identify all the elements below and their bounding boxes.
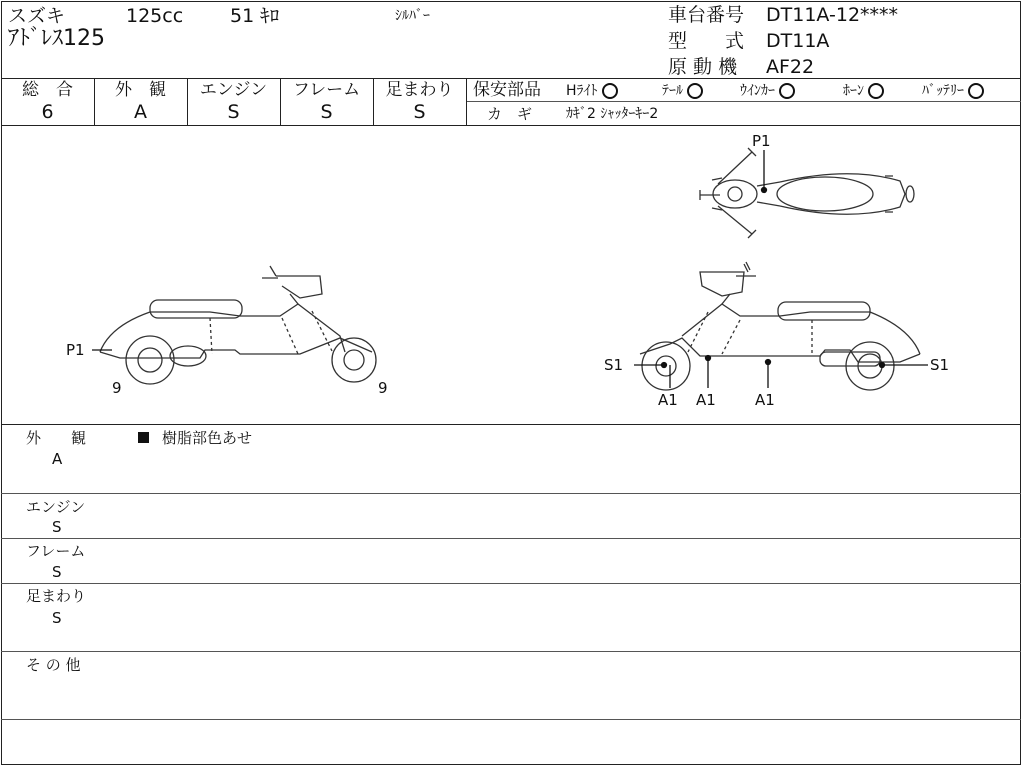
engine-section-label: エンジン: [26, 498, 86, 516]
square-bullet-icon: [138, 432, 149, 443]
grade-label: 外 観: [115, 80, 166, 100]
mark-right-a1b: A1: [696, 391, 716, 409]
model-name: ｱﾄﾞﾚｽ125: [8, 26, 105, 51]
scooter-diagram: [0, 126, 1024, 424]
type-label: 型 式: [668, 30, 745, 52]
mark-left-p1: P1: [66, 341, 85, 359]
circle-mark-icon: [602, 83, 618, 99]
engine-section-value: S: [52, 518, 62, 536]
safety-label: 保安部品: [473, 80, 541, 100]
frame-no-label: 車台番号: [668, 4, 745, 26]
frame-no: DT11A-12****: [766, 4, 899, 26]
exterior-value: A: [52, 450, 63, 468]
engine-label: 原 動 機: [668, 56, 738, 78]
frame-section-value: S: [52, 563, 62, 581]
exterior-note: 樹脂部色あせ: [162, 429, 253, 447]
safety-item-winker: ｳｲﾝｶｰ: [740, 81, 795, 101]
suspension-section-label: 足まわり: [26, 587, 87, 605]
mark-left-9b: 9: [378, 379, 388, 397]
mark-top-p1: P1: [752, 132, 771, 150]
color: ｼﾙﾊﾞｰ: [395, 8, 430, 24]
grade-label: 総 合: [22, 80, 73, 100]
key-value: ｶｷﾞ2 ｼｬｯﾀｰｷｰ2: [566, 106, 659, 122]
safety-divider: [466, 101, 1021, 102]
key-label: カ ギ: [487, 105, 533, 123]
grade-value: A: [134, 101, 147, 123]
engine-value: AF22: [766, 56, 815, 78]
grade-value: S: [413, 101, 426, 123]
mark-right-s1a: S1: [604, 356, 624, 374]
mark-right-s1b: S1: [930, 356, 950, 374]
circle-mark-icon: [779, 83, 795, 99]
scooter-left-view: [100, 266, 376, 384]
grade-value: S: [227, 101, 240, 123]
mark-right-a1c: A1: [755, 391, 775, 409]
other-section-label: そ の 他: [26, 656, 81, 674]
circle-mark-icon: [687, 83, 703, 99]
grade-label: エンジン: [199, 80, 268, 100]
safety-item-tail: ﾃｰﾙ: [662, 81, 703, 101]
grade-value: 6: [41, 101, 54, 123]
displacement: 125cc: [126, 5, 184, 27]
safety-item-headlight: Hﾗｲﾄ: [566, 81, 618, 101]
mark-left-9a: 9: [112, 379, 122, 397]
scooter-right-view: [640, 262, 920, 390]
safety-item-horn: ﾎｰﾝ: [843, 81, 884, 101]
grade-row-top: [1, 78, 1021, 79]
mileage: 51 ｷﾛ: [230, 5, 280, 27]
grade-label: 足まわり: [385, 80, 454, 100]
mark-right-a1a: A1: [658, 391, 678, 409]
circle-mark-icon: [868, 83, 884, 99]
circle-mark-icon: [968, 83, 984, 99]
grade-label: フレーム: [292, 80, 361, 100]
suspension-section-value: S: [52, 609, 62, 627]
type-value: DT11A: [766, 30, 830, 52]
scooter-top-view: [700, 148, 914, 238]
maker: スズキ: [8, 5, 66, 27]
grade-value: S: [320, 101, 333, 123]
safety-item-battery: ﾊﾞｯﾃﾘｰ: [922, 81, 984, 101]
exterior-label: 外 観: [26, 429, 87, 447]
diagram-bottom-line: [1, 424, 1021, 425]
frame-section-label: フレーム: [26, 542, 86, 560]
